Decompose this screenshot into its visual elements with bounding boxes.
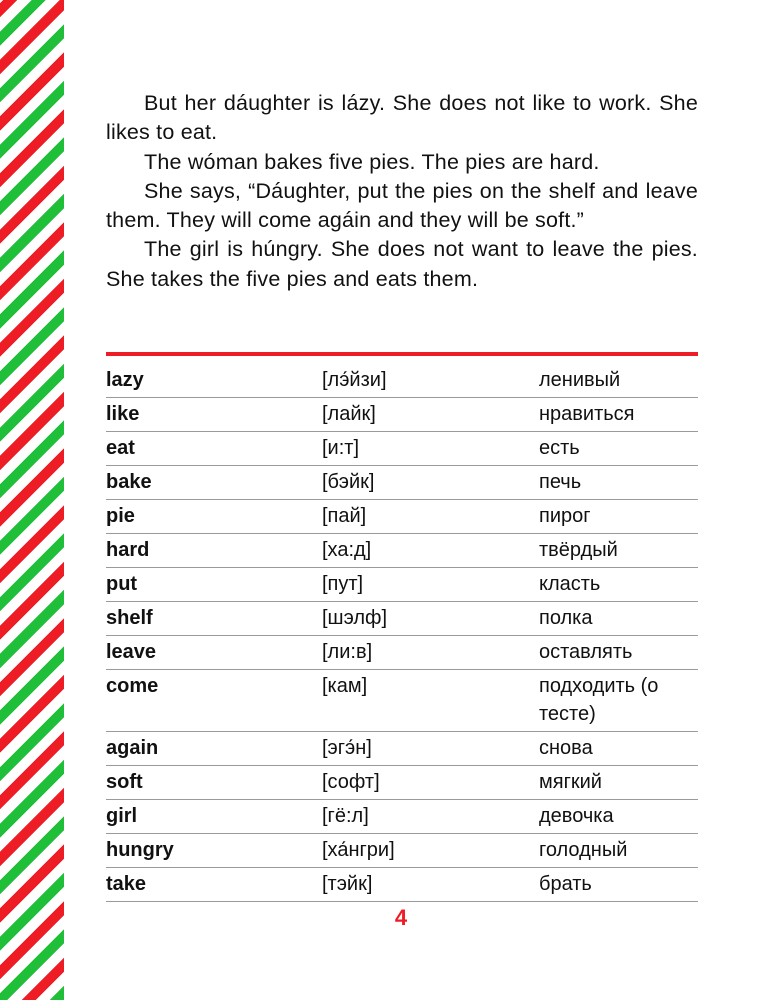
vocab-translation: снова (539, 737, 593, 759)
vocab-transcription: [шэлф] (322, 607, 388, 629)
vocab-translation: оставлять (539, 641, 633, 663)
vocab-row (106, 364, 698, 398)
vocab-translation: девочка (539, 805, 614, 827)
vocab-transcription: [лэ́йзи] (322, 369, 387, 391)
decorative-stripe-border (0, 0, 64, 1000)
vocab-translation: печь (539, 471, 582, 493)
vocab-word: leave (106, 641, 157, 663)
vocab-word: bake (106, 471, 152, 493)
vocab-translation: мягкий (539, 771, 602, 793)
vocab-transcription: [ха:д] (322, 539, 372, 561)
vocab-word: soft (106, 771, 143, 793)
vocab-transcription: [кам] (322, 675, 368, 697)
vocab-word: hard (106, 539, 150, 561)
vocab-word: put (106, 573, 138, 595)
vocab-word: come (106, 675, 159, 697)
story-text (106, 89, 698, 294)
vocab-row (106, 568, 698, 602)
page-number: 4 (394, 905, 408, 930)
vocab-word: hungry (106, 839, 174, 861)
vocab-transcription: [пай] (322, 505, 367, 527)
vocab-translation: класть (539, 573, 601, 595)
vocab-word: take (106, 873, 147, 895)
vocab-word: like (106, 403, 140, 425)
vocab-transcription: [тэйк] (322, 873, 373, 895)
vocab-translation: брать (539, 873, 592, 895)
vocab-transcription: [лайк] (322, 403, 376, 425)
section-divider (106, 352, 698, 356)
vocab-row (106, 670, 698, 732)
vocab-row (106, 834, 698, 868)
vocab-row (106, 636, 698, 670)
vocab-row (106, 602, 698, 636)
vocab-translation: есть (539, 437, 580, 459)
vocab-translation: голодный (539, 839, 628, 861)
vocab-translation: твёрдый (539, 539, 618, 561)
vocab-word: lazy (106, 369, 144, 391)
vocab-translation: полка (539, 607, 593, 629)
vocab-transcription: [софт] (322, 771, 380, 793)
vocabulary-table (106, 364, 698, 902)
vocab-row (106, 432, 698, 466)
vocab-translation: пирог (539, 505, 591, 527)
story-paragraph: The girl is húngry. She does not want to leave the pies. She takes the five pies and eats them. (106, 237, 698, 291)
vocab-transcription: [пут] (322, 573, 364, 595)
vocab-row (106, 500, 698, 534)
story-paragraph: She says, “Dáughter, put the pies on the shelf and leave them. They will come agáin and they will be soft.” (106, 178, 698, 233)
vocab-row (106, 534, 698, 568)
vocab-word: again (106, 737, 159, 759)
vocab-translation: ленивый (539, 369, 621, 391)
vocab-word: girl (106, 805, 138, 827)
vocab-transcription: [и:т] (322, 437, 360, 459)
vocab-transcription: [ха́нгри] (322, 839, 395, 861)
vocab-row (106, 868, 698, 902)
vocab-row (106, 466, 698, 500)
vocab-transcription: [ли:в] (322, 641, 373, 663)
vocab-transcription: [бэйк] (322, 471, 375, 493)
vocab-transcription: [гё:л] (322, 805, 369, 827)
vocab-row (106, 766, 698, 800)
vocab-row (106, 800, 698, 834)
vocab-row (106, 398, 698, 432)
vocab-word: eat (106, 437, 135, 459)
story-paragraph: The wóman bakes five pies. The pies are hard. (144, 149, 600, 174)
vocab-translation: нравиться (539, 403, 635, 425)
vocab-transcription: [эгэ́н] (322, 737, 372, 759)
vocab-word: pie (106, 505, 135, 527)
vocab-translation: подходить (о тесте) (539, 675, 659, 725)
vocab-row (106, 732, 698, 766)
vocab-word: shelf (106, 607, 153, 629)
story-paragraph: But her dáughter is lázy. She does not like to work. She likes to eat. (106, 91, 698, 145)
